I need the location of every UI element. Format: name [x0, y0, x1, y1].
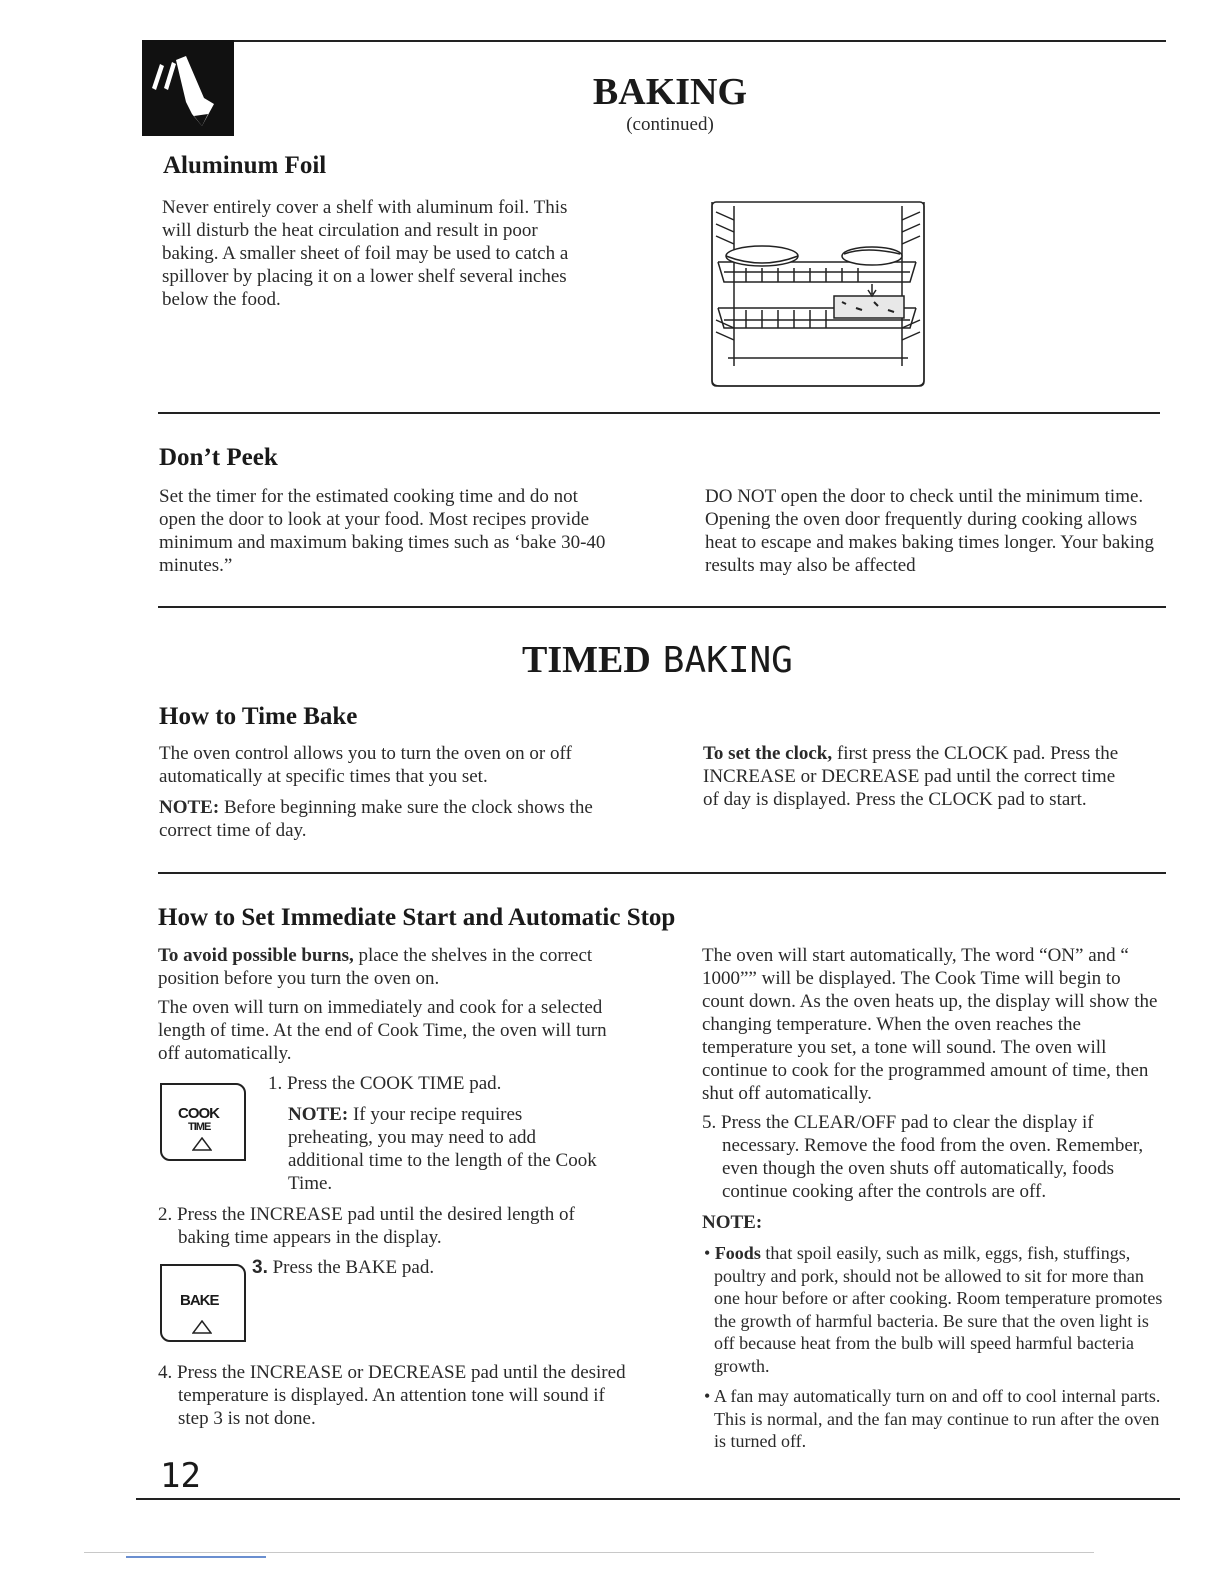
step3-num: 3. — [252, 1257, 268, 1278]
bake-pad-label: BAKE — [180, 1292, 219, 1309]
header-rule — [142, 40, 1166, 42]
step4 — [158, 1361, 628, 1430]
foil-body: Never entirely cover a shelf with aluminum foil. This will disturb the heat circulation and result in poor baking. A smaller sheet of foil may be used to catch a spillover by placing it on a lower shelf several inches below the food. — [162, 197, 569, 310]
step2-text: 2. Press the INCREASE pad until the desired length of baking time appears in the display. — [158, 1204, 575, 1248]
note-label: NOTE: — [159, 797, 220, 818]
footer-rule — [136, 1498, 1180, 1500]
section-heading-peek: Don’t Peek — [159, 444, 278, 471]
scan-edge-mark — [126, 1556, 266, 1558]
scan-edge-line — [84, 1552, 1094, 1553]
step1-note-text: If your recipe requires preheating, you may need to add additional time to the length of the Cook Time. — [288, 1104, 597, 1194]
step1 — [268, 1072, 598, 1195]
page-number: 12 — [160, 1456, 201, 1496]
divider — [158, 872, 1166, 874]
immediate-p2: The oven will turn on immediately and cook for a selected length of time. At the end of Cook Time, the oven will turn off automatically. — [158, 997, 607, 1064]
bullet1-bold: Foods — [714, 1243, 761, 1263]
immediate-left-top — [158, 944, 608, 1065]
burn-warning — [158, 944, 608, 990]
timed-baking-title — [522, 638, 793, 682]
howto-p1: The oven control allows you to turn the oven on or off automatically at specific times that you set. — [159, 743, 572, 787]
oven-illustration — [706, 198, 930, 390]
divider — [158, 606, 1166, 608]
section-heading-foil: Aluminum Foil — [163, 152, 327, 179]
timed-title-mono: BAKING — [662, 640, 793, 681]
header-logo-icon — [142, 40, 234, 136]
clock-bold: To set the clock, — [703, 743, 833, 764]
clock-instructions — [703, 742, 1123, 811]
cook-pad-line2: TIME — [188, 1121, 211, 1133]
burn-text: place the shelves in the correct position before you turn the oven on. — [158, 945, 593, 989]
bullet-fan: • A fan may automatically turn on and off to cool internal parts. This is normal, and the fan may continue to run after the oven is turned off. — [704, 1386, 1161, 1451]
immediate-right — [702, 944, 1164, 1453]
bullet-foods: • Foods that spoil easily, such as milk, eggs, fish, stuffings, poultry and pork, should not be allowed to sit for more than one hour before or after cooking. Room temperature promotes the growth of harmful bacteria. Be sure that the oven light is off because heat from the bulb will speed harmful bacteria growth. — [704, 1243, 1163, 1376]
step3-text: Press the BAKE pad. — [267, 1257, 435, 1278]
step1-text: 1. Press the COOK TIME pad. — [268, 1073, 502, 1094]
howto-note — [159, 796, 619, 842]
clock-text: first press the CLOCK pad. Press the INCREASE or DECREASE pad until the correct time of day is displayed. Press the CLOCK pad to start. — [703, 743, 1119, 810]
peek-right-text: DO NOT open the door to check until the minimum time. Opening the oven door frequently during cooking allows heat to escape and makes baking times longer. Your baking results may also be affected — [705, 486, 1155, 576]
section-heading-immediate: How to Set Immediate Start and Automatic Stop — [158, 904, 676, 931]
cook-pad-line1: COOK — [178, 1105, 219, 1122]
burn-bold: To avoid possible burns, — [158, 945, 354, 966]
bullet2-text: A fan may automatically turn on and off to cool internal parts. This is normal, and the fan may continue to run after the oven is turned off. — [713, 1386, 1161, 1451]
step1-note-label: NOTE: — [288, 1104, 349, 1125]
step4-text: 4. Press the INCREASE or DECREASE pad until the desired temperature is displayed. An attention tone will sound if step 3 is not done. — [158, 1362, 626, 1429]
step5-text: 5. Press the CLEAR/OFF pad to clear the display if necessary. Remove the food from the oven. Remember, even though the oven shuts off automatically, foods continue cooking after the controls are off. — [702, 1112, 1144, 1202]
note-heading: NOTE: — [702, 1212, 763, 1233]
divider — [158, 412, 1160, 414]
step3 — [252, 1256, 582, 1279]
howto-left — [159, 742, 619, 842]
step1-note — [268, 1103, 598, 1195]
step2 — [158, 1203, 618, 1249]
bake-pad-icon — [160, 1264, 246, 1342]
bullet1-text: that spoil easily, such as milk, eggs, fish, stuffings, poultry and pork, should not be allowed to sit for more than one hour before or after cooking. Room temperature promotes the growth of harmful bacteria. Be sure that the oven light is off because heat from the bulb will speed harmful bacteria growth. — [714, 1243, 1163, 1376]
page-title: BAKING — [592, 71, 748, 113]
howto-right — [703, 742, 1123, 811]
peek-left-text: Set the timer for the estimated cooking time and do not open the door to look at your food. Most recipes provide minimum and maximum baking times such as ‘bake 30-40 minutes.” — [159, 486, 606, 576]
section-heading-howto: How to Time Bake — [159, 703, 358, 730]
right-p1: The oven will start automatically, The word “ON” and “ 1000”” will be displayed. The Cook Time will begin to count down. As the oven heats up, the display will show the changing temperature. When the oven reaches the temperature you set, a tone will sound. The oven will continue to cook for the programmed amount of time, then shut off automatically. — [702, 945, 1158, 1104]
page-subtitle: (continued) — [626, 114, 714, 135]
cook-time-pad-icon — [160, 1083, 246, 1161]
timed-title-bold: TIMED — [522, 639, 651, 681]
note-text: Before beginning make sure the clock shows the correct time of day. — [159, 797, 593, 841]
